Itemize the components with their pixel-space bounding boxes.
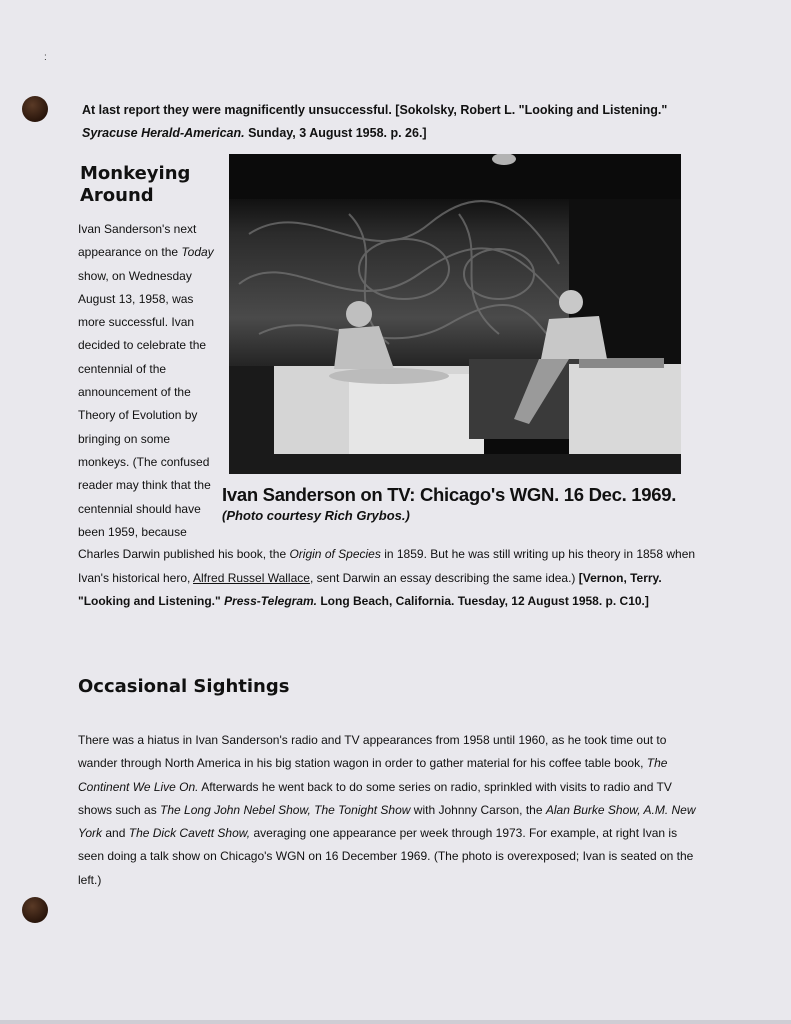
side-line: reader may think that the (78, 478, 211, 493)
scan-speck: : (44, 52, 47, 63)
occasional-paragraph (78, 729, 698, 892)
side-line: monkeys. (The confused (78, 454, 210, 469)
top-citation-date: Sunday, 3 August 1958. p. 26.] (248, 126, 427, 140)
side-line: appearance on the Today (78, 245, 214, 260)
para2-text-3: with Johnny Carson, the (413, 802, 543, 817)
photo-caption (222, 484, 692, 523)
side-line: Ivan Sanderson's next (78, 222, 197, 236)
para2-text-5: averaging one appearance per week through 1973. For example, at right Ivan is seen doing a talk show on Chicago's WGN on 16 December 1969. (The photo is overexposed; Ivan is seated on the left.) (78, 826, 694, 887)
cite-vernon-b: Long Beach, California. Tuesday, 12 August 1958. p. C10.] (320, 593, 649, 608)
top-citation-source: Syracuse Herald-American. (82, 126, 245, 140)
cite-vernon-source: Press-Telegram. (224, 593, 317, 608)
caption-credit: (Photo courtesy Rich Grybos.) (222, 508, 410, 523)
top-citation-text: At last report they were magnificently unsuccessful. [Sokolsky, Robert L. "Looking and Listening." (82, 103, 668, 117)
page-bottom-edge (0, 1020, 791, 1024)
side-line: decided to celebrate the (78, 338, 207, 353)
caption-main: Ivan Sanderson on TV: Chicago's WGN. 16 Dec. 1969. (222, 484, 677, 505)
side-line: centennial of the (78, 361, 167, 376)
show-titles-3: The Dick Cavett Show, (128, 826, 251, 841)
book-title: The Continent We Live On. (78, 756, 668, 794)
photo-illustration (229, 154, 681, 474)
side-line: centennial should have (78, 501, 201, 516)
cont-text-c: , sent Darwin an essay describing the same idea.) (309, 570, 576, 585)
tv-studio-photo (229, 154, 681, 474)
side-line: August 13, 1958, was (78, 291, 194, 306)
section-heading-monkeying: Monkeying Around (80, 163, 191, 206)
side-line: show, on Wednesday (78, 268, 192, 283)
show-titles-1: The Long John Nebel Show, The Tonight Show (160, 802, 411, 817)
side-column-text (78, 218, 224, 544)
section-heading-occasional: Occasional Sightings (78, 676, 290, 697)
wallace-link[interactable]: Alfred Russel Wallace (193, 570, 310, 585)
side-line: announcement of the (78, 385, 191, 400)
top-citation (82, 99, 682, 145)
continued-paragraph (78, 520, 698, 613)
para2-text-4: and (105, 826, 126, 841)
cont-text-b: in 1859. But he was still writing up his theory in 1858 when Ivan's historical hero, (78, 547, 696, 585)
para2-text-2: Afterwards he went back to do some series on radio, sprinkled with visits to radio and TV shows such as (78, 779, 672, 817)
side-line: been 1959, because (78, 524, 187, 539)
para2-text-1: There was a hiatus in Ivan Sanderson's radio and TV appearances from 1958 until 1960, as he took time out to wander through North America in his big station wagon in order to gather material for his coffee table book, (78, 733, 667, 771)
punch-hole-top (22, 96, 48, 122)
show-titles-2: Alan Burke Show, A.M. New York (78, 802, 696, 841)
side-line: bringing on some (78, 431, 171, 446)
cont-text-a: Charles Darwin published his book, the (78, 547, 287, 562)
cont-title-origin: Origin of Species (289, 547, 381, 562)
side-line: more successful. Ivan (78, 315, 195, 330)
cite-vernon-a: [Vernon, Terry. "Looking and Listening." (78, 570, 662, 608)
today-show-title: Today (181, 245, 214, 260)
punch-hole-bottom (22, 897, 48, 923)
side-line: Theory of Evolution by (78, 408, 198, 423)
